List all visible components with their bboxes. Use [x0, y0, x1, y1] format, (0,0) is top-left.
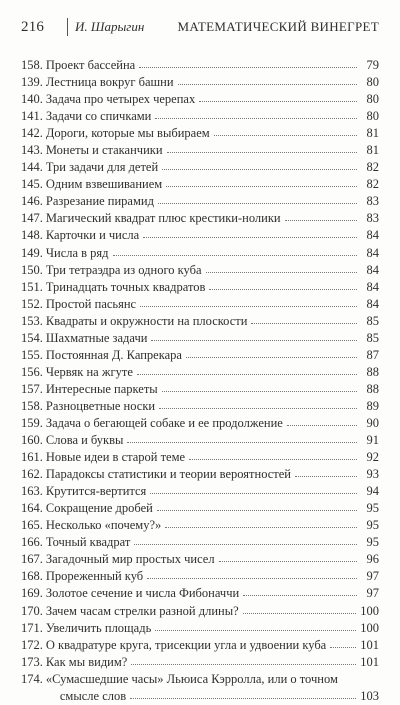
toc-entry-number: 143. — [21, 143, 43, 158]
dot-leader — [165, 517, 357, 528]
toc-entry-number: 154. — [21, 330, 43, 345]
toc-entry — [21, 142, 379, 159]
toc-entry — [21, 227, 379, 244]
dot-leader — [159, 398, 357, 409]
toc-entry-page: 92 — [366, 450, 379, 465]
toc-entry-page: 83 — [366, 211, 379, 226]
toc-entry — [21, 74, 379, 91]
toc-entry-number: 174. — [21, 671, 43, 686]
dot-leader — [251, 313, 357, 324]
toc-entry — [21, 108, 379, 125]
toc-entry — [21, 466, 379, 483]
toc-entry-title: Квадраты и окружности на плоскости — [45, 313, 248, 328]
toc-entry-title: Точный квадрат — [45, 535, 131, 550]
toc-entry-number: 166. — [21, 535, 43, 550]
toc-entry-page: 82 — [366, 160, 379, 175]
toc-entry-page: 80 — [366, 109, 379, 124]
toc-entry-number: 150. — [21, 262, 43, 277]
toc-entry-number: 162. — [21, 467, 43, 482]
toc-entry — [21, 125, 379, 142]
toc-entry-page: 101 — [360, 637, 379, 652]
toc-entry — [21, 296, 379, 313]
toc-entry — [21, 654, 379, 671]
toc-entry — [21, 347, 379, 364]
toc-entry — [21, 176, 379, 193]
toc-entry-title: Три задачи для детей — [45, 160, 159, 175]
toc-entry-title: Числа в ряд — [45, 245, 109, 260]
toc-entry-number: 155. — [21, 347, 43, 362]
toc-entry-title: Золотое сечение и числа Фибоначчи — [45, 586, 240, 601]
toc-entry-number: 142. — [21, 126, 43, 141]
dot-leader — [143, 227, 357, 238]
toc-entry-title: Червяк на жгуте — [45, 364, 133, 379]
toc-entry-title: Зачем часам стрелки разной длины? — [45, 603, 239, 618]
dot-leader — [131, 654, 356, 665]
toc-entry-page: 84 — [366, 245, 379, 260]
dot-leader — [330, 637, 356, 648]
toc-entry-title: Разрезание пирамид — [45, 194, 154, 209]
dot-leader — [158, 193, 357, 204]
toc-entry — [21, 483, 379, 500]
toc-entry-title: Загадочный мир простых чисел — [45, 552, 215, 567]
toc-entry-page: 81 — [366, 126, 379, 141]
toc-entry — [21, 364, 379, 381]
toc-entry-number: 146. — [21, 194, 43, 209]
dot-leader — [113, 245, 357, 256]
toc-entry — [21, 330, 379, 347]
toc-entry-number: 144. — [21, 160, 43, 175]
toc-entry-page: 82 — [366, 177, 379, 192]
toc-entry-number: 170. — [21, 603, 43, 618]
toc-entry-page: 94 — [366, 484, 379, 499]
toc-entry-title: Слова и буквы — [45, 433, 124, 448]
dot-leader — [162, 381, 357, 392]
dot-leader — [285, 210, 357, 221]
toc-entry-title: Увеличить площадь — [45, 620, 152, 635]
toc-entry — [21, 568, 379, 585]
toc-entry-page: 90 — [366, 415, 379, 430]
toc-entry-number: 160. — [21, 433, 43, 448]
toc-entry-page: 84 — [366, 228, 379, 243]
toc-entry-title: Три тетраэдра из одного куба — [45, 262, 202, 277]
toc-entry-page: 95 — [366, 518, 379, 533]
dot-leader — [139, 57, 357, 68]
dot-leader — [243, 603, 357, 614]
toc-entry-title: Дороги, которые мы выбираем — [45, 126, 210, 141]
dot-leader — [214, 125, 357, 136]
dot-leader — [287, 415, 357, 426]
toc-entry-title: Задачи со спичками — [45, 109, 152, 124]
toc-entry — [21, 517, 379, 534]
dot-leader — [199, 91, 357, 102]
toc-entry — [21, 262, 379, 279]
table-of-contents — [21, 57, 379, 705]
toc-entry-number: 161. — [21, 450, 43, 465]
dot-leader — [140, 296, 357, 307]
toc-entry-title: Задача про четырех черепах — [45, 92, 196, 107]
toc-entry-number: 147. — [21, 211, 43, 226]
toc-entry — [21, 415, 379, 432]
toc-entry — [21, 279, 379, 296]
toc-entry-page: 80 — [366, 92, 379, 107]
dot-leader — [127, 432, 357, 443]
toc-entry — [21, 313, 379, 330]
dot-leader — [167, 142, 357, 153]
toc-entry-title-line2: смысле слов — [59, 688, 127, 703]
toc-entry-page: 85 — [366, 330, 379, 345]
dot-leader — [206, 262, 357, 273]
dot-leader — [178, 74, 357, 85]
toc-entry — [21, 398, 379, 415]
toc-entry-title: Одним взвешиванием — [45, 177, 163, 192]
toc-entry-number: 164. — [21, 501, 43, 516]
toc-entry-page: 101 — [360, 654, 379, 669]
toc-entry-page: 95 — [366, 535, 379, 550]
dot-leader — [219, 551, 357, 562]
toc-entry-page: 83 — [366, 194, 379, 209]
toc-entry-number: 173. — [21, 654, 43, 669]
toc-entry-title: О квадратуре круга, трисекции угла и удвоении куба — [45, 637, 327, 652]
dot-leader — [209, 279, 357, 290]
toc-entry-number: 152. — [21, 296, 43, 311]
toc-entry — [21, 585, 379, 602]
toc-entry-page: 100 — [360, 603, 379, 618]
toc-entry-page: 97 — [366, 569, 379, 584]
toc-entry-number: 145. — [21, 177, 43, 192]
toc-entry-page: 100 — [360, 620, 379, 635]
toc-entry-page: 80 — [366, 75, 379, 90]
toc-entry-page: 103 — [360, 688, 379, 703]
toc-entry-title: Простой пасьянс — [45, 296, 137, 311]
toc-entry-number: 163. — [21, 484, 43, 499]
toc-entry-page: 84 — [366, 279, 379, 294]
toc-entry — [21, 637, 379, 654]
toc-entry-title: Новые идеи в старой теме — [45, 450, 186, 465]
dot-leader — [134, 534, 357, 545]
toc-entry-page: 79 — [366, 58, 379, 72]
toc-entry-number: 171. — [21, 620, 43, 635]
toc-entry-page: 88 — [366, 364, 379, 379]
toc-entry-title: Тринадцать точных квадратов — [45, 279, 206, 294]
toc-entry-page: 93 — [366, 467, 379, 482]
toc-entry-number: 139. — [21, 75, 43, 90]
page-header — [21, 16, 379, 38]
dot-leader — [137, 364, 357, 375]
toc-entry-title: Интересные паркеты — [45, 381, 158, 396]
header-author: И. Шарыгин — [75, 19, 145, 34]
toc-entry-number: 172. — [21, 637, 43, 652]
page-number: 216 — [21, 18, 45, 35]
toc-entry-title: Лестница вокруг башни — [45, 75, 174, 90]
toc-entry — [21, 381, 379, 398]
toc-entry — [21, 534, 379, 551]
toc-entry-title: Крутится-вертится — [45, 484, 147, 499]
toc-entry-title: «Сумасшедшие часы» Льюиса Кэрролла, или о точном — [45, 671, 338, 686]
toc-entry-page: 84 — [366, 296, 379, 311]
dot-leader — [186, 347, 357, 358]
dot-leader — [155, 108, 357, 119]
toc-entry-page: 97 — [366, 586, 379, 601]
toc-entry-page: 81 — [366, 143, 379, 158]
toc-entry-title: Как мы видим? — [45, 654, 128, 669]
toc-entry-title: Прореженный куб — [45, 569, 144, 584]
toc-entry-number: 169. — [21, 586, 43, 601]
dot-leader — [295, 466, 357, 477]
toc-entry-title: Несколько «почему?» — [45, 518, 162, 533]
toc-entry-title: Задача о бегающей собаке и ее продолжение — [45, 415, 283, 430]
toc-entry-number: 149. — [21, 245, 43, 260]
toc-entry-number: 157. — [21, 381, 43, 396]
toc-entry-title: Магический квадрат плюс крестики-нолики — [45, 211, 281, 226]
toc-entry-title-continuation — [46, 688, 379, 705]
toc-entry — [21, 245, 379, 262]
dot-leader — [130, 688, 356, 699]
toc-entry-number: 151. — [21, 279, 43, 294]
toc-entry-title: Шахматные задачи — [45, 330, 148, 345]
toc-entry-page: 84 — [366, 262, 379, 277]
toc-entry-number: 167. — [21, 552, 43, 567]
toc-entry-number: 140. — [21, 92, 43, 107]
toc-entry — [21, 91, 379, 108]
toc-entry-title-block — [46, 671, 379, 705]
dot-leader — [166, 176, 357, 187]
toc-entry — [21, 500, 379, 517]
dot-leader — [155, 620, 356, 631]
toc-entry-title: Карточки и числа — [45, 228, 140, 243]
toc-entry — [21, 159, 379, 176]
toc-entry — [21, 193, 379, 210]
header-book-title: МАТЕМАТИЧЕСКИЙ ВИНЕГРЕТ — [177, 19, 379, 34]
toc-entry-number: 158. — [21, 398, 43, 413]
toc-entry — [21, 551, 379, 568]
toc-entry-number: 148. — [21, 228, 43, 243]
toc-entry-page: 87 — [366, 347, 379, 362]
toc-entry — [21, 603, 379, 620]
toc-entry-number: 158. — [21, 58, 43, 72]
toc-entry — [21, 210, 379, 227]
toc-entry-title: Сокращение дробей — [45, 501, 153, 516]
toc-entry-page: 85 — [366, 313, 379, 328]
toc-entry-title: Постоянная Д. Капрекара — [45, 347, 182, 362]
dot-leader — [162, 159, 357, 170]
dot-leader — [243, 585, 357, 596]
header-divider — [67, 18, 68, 36]
toc-entry-title: Монеты и стаканчики — [45, 143, 163, 158]
toc-entry-title: Разноцветные носки — [45, 398, 156, 413]
toc-entry — [21, 57, 379, 74]
toc-entry — [21, 671, 379, 705]
toc-entry-number: 168. — [21, 569, 43, 584]
toc-entry-number: 156. — [21, 364, 43, 379]
toc-entry-page: 95 — [366, 501, 379, 516]
dot-leader — [150, 483, 357, 494]
dot-leader — [151, 330, 357, 341]
toc-entry-title: Проект бассейна — [45, 58, 136, 72]
toc-entry-page: 91 — [366, 433, 379, 448]
toc-entry — [21, 432, 379, 449]
dot-leader — [147, 568, 357, 579]
dot-leader — [189, 449, 357, 460]
toc-entry-page: 88 — [366, 381, 379, 396]
toc-entry-number: 153. — [21, 313, 43, 328]
toc-entry-title: Парадоксы статистики и теории вероятностей — [45, 467, 291, 482]
toc-entry-number: 165. — [21, 518, 43, 533]
toc-entry-number: 159. — [21, 415, 43, 430]
toc-entry-page: 96 — [366, 552, 379, 567]
toc-entry-page: 89 — [366, 398, 379, 413]
toc-entry — [21, 620, 379, 637]
toc-entry-number: 141. — [21, 109, 43, 124]
toc-entry — [21, 449, 379, 466]
dot-leader — [157, 500, 357, 511]
